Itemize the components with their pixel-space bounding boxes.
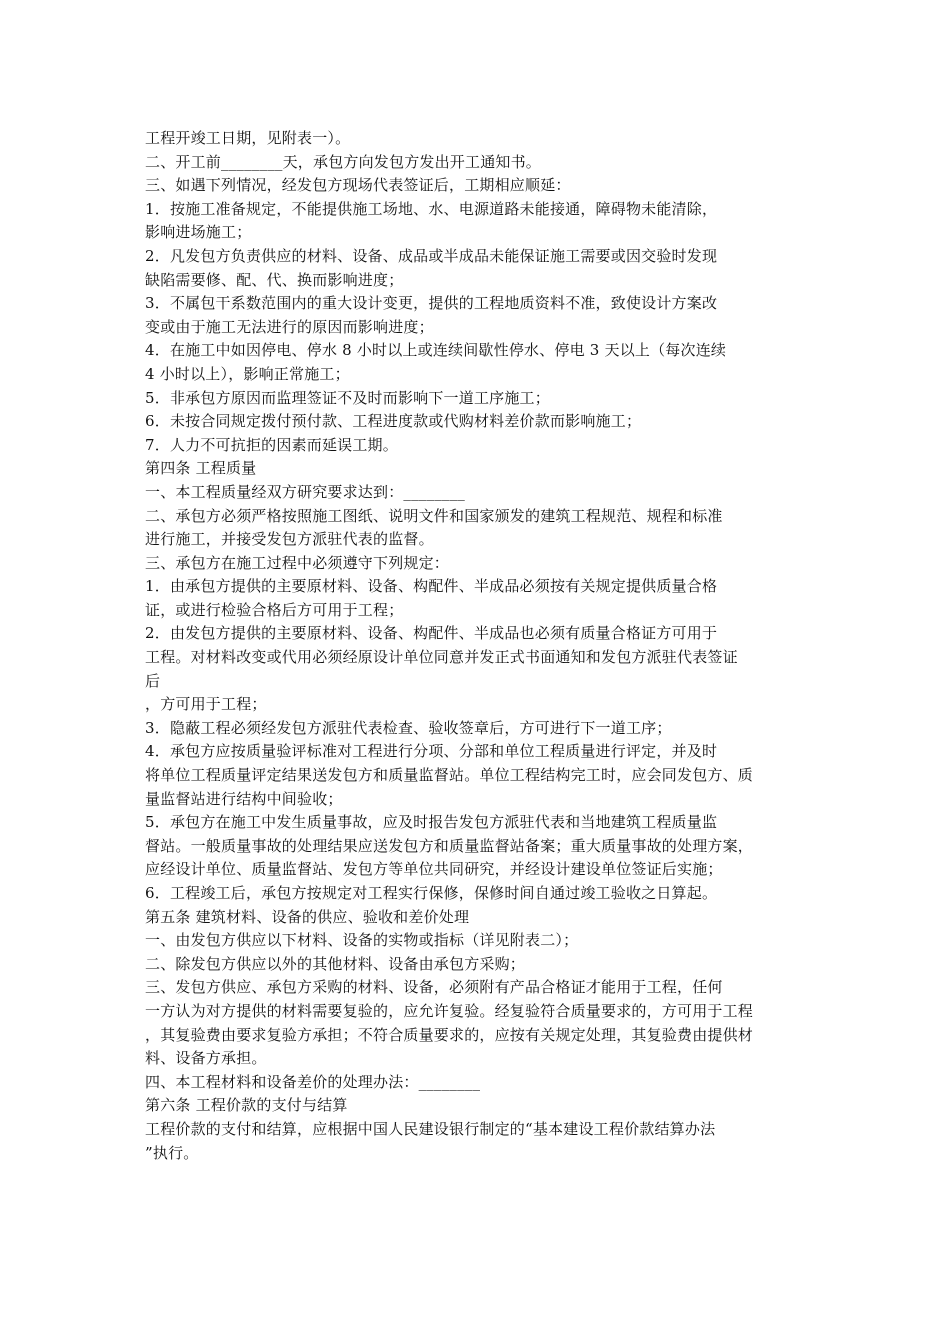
text-line: 变或由于施工无法进行的原因而影响进度； (145, 317, 434, 336)
document-body (145, 127, 825, 1165)
text-line: 一方认为对方提供的材料需要复验的，应允许复验。经复验符合质量要求的，方可用于工程 (145, 1001, 754, 1020)
text-line: 4．承包方应按质量验评标准对工程进行分项、分部和单位工程质量进行评定，并及时 (145, 742, 718, 761)
text-line: 第五条 建筑材料、设备的供应、验收和差价处理 (145, 907, 470, 926)
text-line: 5．承包方在施工中发生质量事故，应及时报告发包方派驻代表和当地建筑工程质量监 (145, 813, 718, 832)
text-line: 第四条 工程质量 (145, 459, 257, 478)
text-line: 二、承包方必须严格按照施工图纸、说明文件和国家颁发的建筑工程规范、规程和标准 (145, 506, 723, 525)
text-line: ”执行。 (145, 1143, 199, 1162)
text-line: 一、由发包方供应以下材料、设备的实物或指标（详见附表二）； (145, 931, 579, 950)
text-line: 证，或进行检验合格后方可用于工程； (145, 600, 404, 619)
text-line: 料、设备方承担。 (145, 1049, 267, 1068)
text-line: 进行施工，并接受发包方派驻代表的监督。 (145, 530, 434, 549)
text-line: 督站。一般质量事故的处理结果应送发包方和质量监督站备案；重大质量事故的处理方案， (145, 836, 754, 855)
text-line: ，方可用于工程； (145, 695, 267, 714)
text-line: 7．人力不可抗拒的因素而延误工期。 (145, 435, 398, 454)
text-line: 3．隐蔽工程必须经发包方派驻代表检查、验收签章后，方可进行下一道工序； (145, 718, 672, 737)
text-line: 影响进场施工； (145, 223, 252, 242)
text-line: 一、本工程质量经双方研究要求达到：________ (145, 482, 466, 501)
text-line: 工程开竣工日期，见附表一）。 (145, 129, 351, 147)
text-line: 2．由发包方提供的主要原材料、设备、构配件、半成品也必须有质量合格证方可用于 (145, 624, 718, 643)
text-line: 第六条 工程价款的支付与结算 (145, 1096, 348, 1115)
text-line: 后 (145, 671, 161, 690)
text-line: 6．未按合同规定拨付预付款、工程进度款或代购材料差价款而影响施工； (145, 412, 642, 431)
text-line: 二、除发包方供应以外的其他材料、设备由承包方采购； (145, 954, 526, 973)
text-line: 将单位工程质量评定结果送发包方和质量监督站。单位工程结构完工时，应会同发包方、质 (145, 766, 754, 785)
text-line: 4 小时以上），影响正常施工； (145, 364, 350, 383)
text-line: 量监督站进行结构中间验收； (145, 789, 343, 808)
text-line: 工程价款的支付和结算，应根据中国人民建设银行制定的“基本建设工程价款结算办法 (145, 1119, 716, 1138)
text-line: 3．不属包干系数范围内的重大设计变更，提供的工程地质资料不准，致使设计方案改 (145, 294, 718, 313)
text-line: 二、开工前________天，承包方向发包方发出开工通知书。 (145, 152, 542, 171)
text-line: ，其复验费由要求复验方承担；不符合质量要求的，应按有关规定处理，其复验费由提供材 (145, 1025, 754, 1044)
text-line: 三、承包方在施工过程中必须遵守下列规定： (145, 553, 450, 572)
text-line: 缺陷需要修、配、代、换而影响进度； (145, 270, 404, 289)
text-line: 四、本工程材料和设备差价的处理办法：________ (145, 1072, 481, 1091)
text-line: 应经设计单位、质量监督站、发包方等单位共同研究，并经设计建设单位签证后实施； (145, 860, 723, 879)
text-line: 1．由承包方提供的主要原材料、设备、构配件、半成品必须按有关规定提供质量合格 (145, 577, 718, 596)
text-line: 1．按施工准备规定，不能提供施工场地、水、电源道路未能接通，障碍物未能清除， (145, 199, 718, 218)
text-line: 6．工程竣工后，承包方按规定对工程实行保修，保修时间自通过竣工验收之日算起。 (145, 884, 718, 902)
text-line: 三、发包方供应、承包方采购的材料、设备，必须附有产品合格证才能用于工程，任何 (145, 978, 723, 997)
text-line: 5．非承包方原因而监理签证不及时而影响下一道工序施工； (145, 388, 550, 407)
text-line: 4．在施工中如因停电、停水 8 小时以上或连续间歇性停水、停电 3 天以上（每次连续 (145, 341, 727, 360)
text-line: 三、如遇下列情况，经发包方现场代表签证后，工期相应顺延： (145, 176, 571, 195)
text-line: 2．凡发包方负责供应的材料、设备、成品或半成品未能保证施工需要或因交验时发现 (145, 246, 718, 265)
text-line: 工程。对材料改变或代用必须经原设计单位同意并发正式书面通知和发包方派驻代表签证 (145, 648, 738, 667)
